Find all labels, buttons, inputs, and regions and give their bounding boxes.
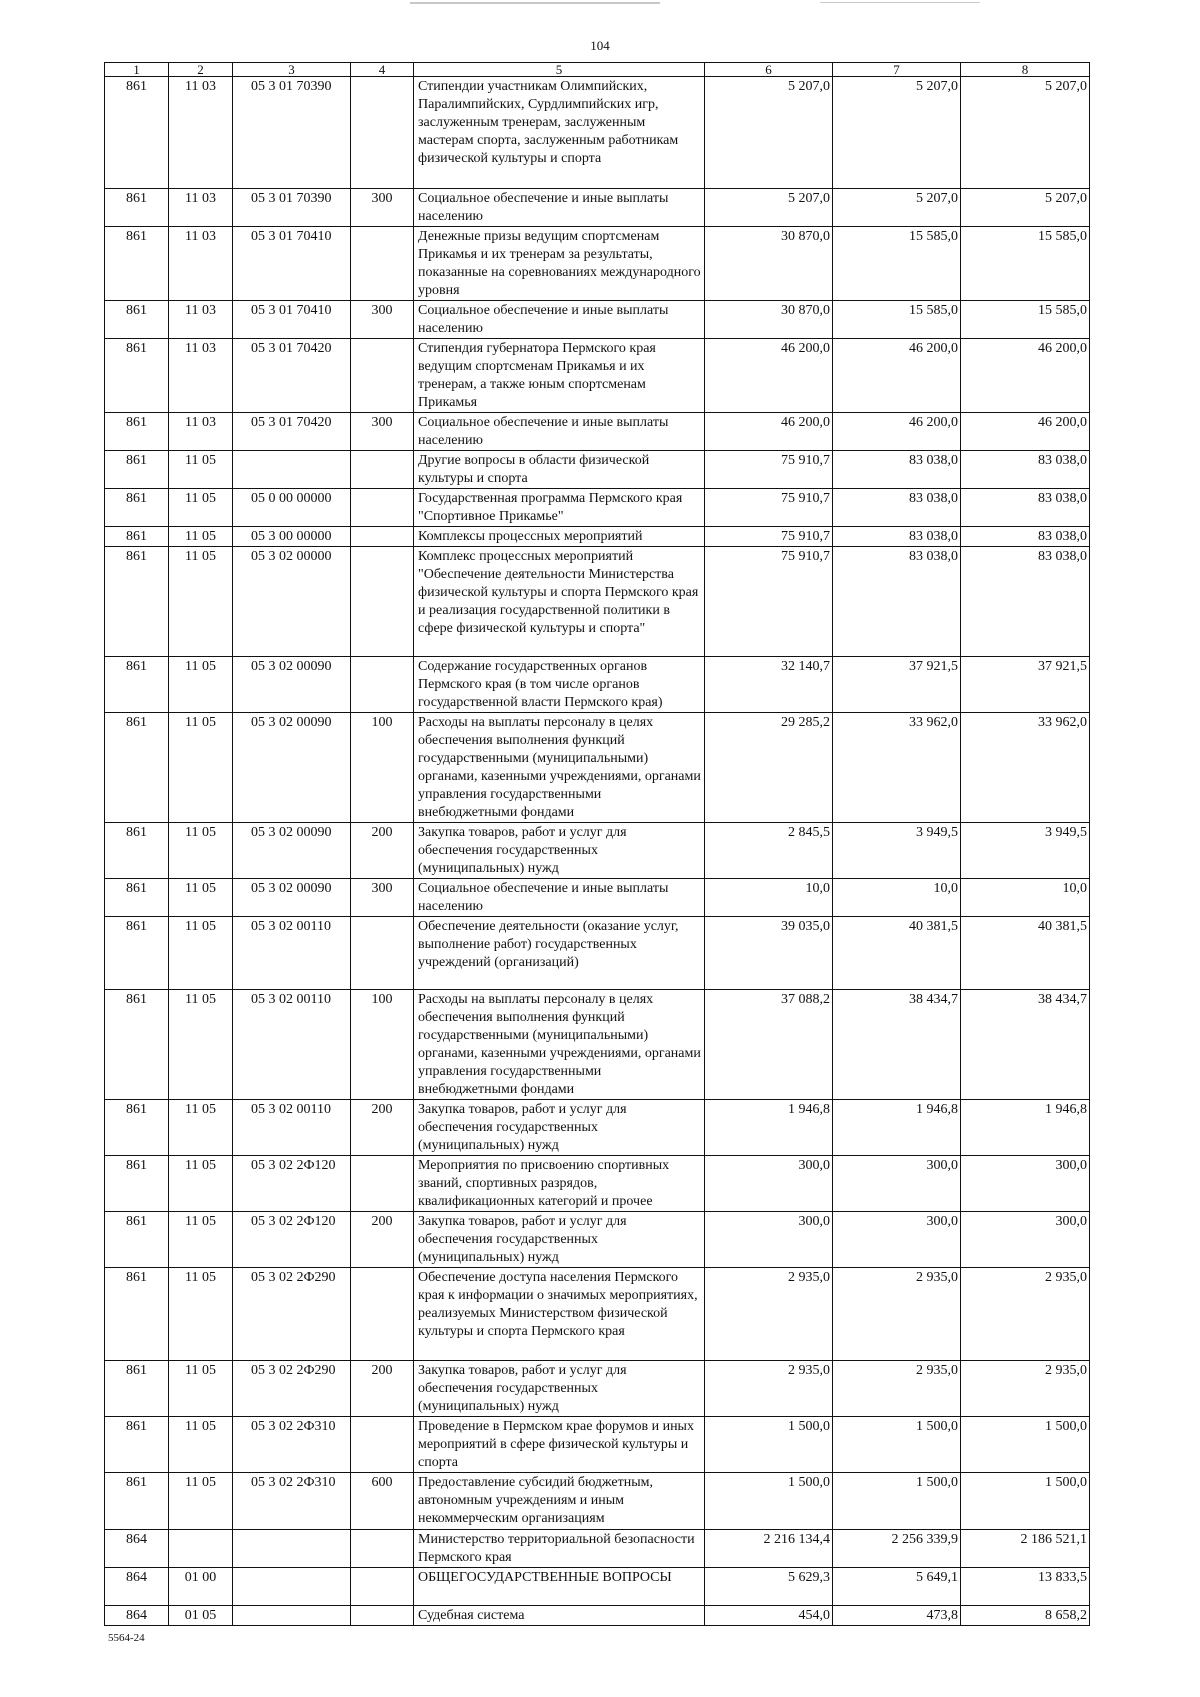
amount-col-6: 454,0 — [705, 1606, 833, 1626]
description: Стипендии участникам Олимпийских, Паралимпийских, Сурдлимпийских игр, заслуженным тренерам, заслуженным мастерам спорта, заслуженным работникам физической культуры и спорта — [414, 77, 705, 189]
section-code: 11 03 — [169, 227, 233, 301]
amount-col-6: 2 935,0 — [705, 1361, 833, 1417]
amount-col-6: 37 088,2 — [705, 990, 833, 1100]
column-number: 7 — [833, 63, 961, 77]
ministry-code: 864 — [105, 1568, 169, 1606]
budget-table — [104, 62, 1090, 1626]
section-code: 11 05 — [169, 879, 233, 917]
amount-col-8: 300,0 — [961, 1212, 1090, 1268]
table-row — [105, 713, 1090, 823]
amount-col-8: 38 434,7 — [961, 990, 1090, 1100]
section-code: 11 03 — [169, 189, 233, 227]
section-code: 11 05 — [169, 547, 233, 657]
description: Судебная система — [414, 1606, 705, 1626]
description: Социальное обеспечение и иные выплаты населению — [414, 413, 705, 451]
amount-col-6: 46 200,0 — [705, 413, 833, 451]
section-code: 11 05 — [169, 657, 233, 713]
amount-col-6: 5 207,0 — [705, 77, 833, 189]
column-number: 8 — [961, 63, 1090, 77]
section-code: 11 03 — [169, 339, 233, 413]
section-code: 11 03 — [169, 301, 233, 339]
section-code: 11 05 — [169, 1473, 233, 1530]
amount-col-7: 15 585,0 — [833, 227, 961, 301]
amount-col-7: 2 935,0 — [833, 1361, 961, 1417]
table-row — [105, 547, 1090, 657]
table-row — [105, 301, 1090, 339]
table-row — [105, 527, 1090, 547]
description: Закупка товаров, работ и услуг для обеспечения государственных (муниципальных) нужд — [414, 1100, 705, 1156]
table-row — [105, 1268, 1090, 1361]
ministry-code: 861 — [105, 879, 169, 917]
table-row — [105, 1156, 1090, 1212]
description: Другие вопросы в области физической культуры и спорта — [414, 451, 705, 489]
section-code: 11 03 — [169, 77, 233, 189]
target-article-code: 05 3 02 2Ф310 — [233, 1473, 351, 1530]
section-code: 11 05 — [169, 489, 233, 527]
section-code: 11 05 — [169, 1268, 233, 1361]
ministry-code: 861 — [105, 917, 169, 990]
amount-col-7: 46 200,0 — [833, 339, 961, 413]
ministry-code: 861 — [105, 547, 169, 657]
ministry-code: 864 — [105, 1530, 169, 1568]
amount-col-7: 3 949,5 — [833, 823, 961, 879]
target-article-code — [233, 1530, 351, 1568]
target-article-code: 05 3 02 2Ф290 — [233, 1268, 351, 1361]
description: Обеспечение доступа населения Пермского края к информации о значимых мероприятиях, реализуемых Министерством физической культуры и спорта Пермского края — [414, 1268, 705, 1361]
table-row — [105, 413, 1090, 451]
scan-artifact — [410, 2, 660, 4]
description: ОБЩЕГОСУДАРСТВЕННЫЕ ВОПРОСЫ — [414, 1568, 705, 1606]
section-code: 11 05 — [169, 451, 233, 489]
amount-col-7: 300,0 — [833, 1156, 961, 1212]
amount-col-8: 1 946,8 — [961, 1100, 1090, 1156]
target-article-code: 05 3 02 00110 — [233, 1100, 351, 1156]
amount-col-7: 83 038,0 — [833, 547, 961, 657]
page-number: 104 — [590, 38, 610, 53]
section-code: 01 00 — [169, 1568, 233, 1606]
section-code: 11 05 — [169, 527, 233, 547]
amount-col-6: 5 629,3 — [705, 1568, 833, 1606]
amount-col-7: 2 935,0 — [833, 1268, 961, 1361]
section-code — [169, 1530, 233, 1568]
amount-col-6: 1 946,8 — [705, 1100, 833, 1156]
amount-col-7: 33 962,0 — [833, 713, 961, 823]
target-article-code: 05 3 02 2Ф290 — [233, 1361, 351, 1417]
ministry-code: 861 — [105, 527, 169, 547]
target-article-code: 05 3 02 2Ф120 — [233, 1212, 351, 1268]
amount-col-8: 15 585,0 — [961, 301, 1090, 339]
column-number: 1 — [105, 63, 169, 77]
section-code: 11 03 — [169, 413, 233, 451]
amount-col-6: 46 200,0 — [705, 339, 833, 413]
table-row — [105, 1606, 1090, 1626]
amount-col-6: 300,0 — [705, 1156, 833, 1212]
ministry-code: 861 — [105, 339, 169, 413]
expense-type-code — [351, 489, 414, 527]
section-code: 11 05 — [169, 990, 233, 1100]
target-article-code: 05 3 01 70420 — [233, 413, 351, 451]
section-code: 11 05 — [169, 1361, 233, 1417]
target-article-code: 05 3 00 00000 — [233, 527, 351, 547]
target-article-code — [233, 451, 351, 489]
description: Закупка товаров, работ и услуг для обеспечения государственных (муниципальных) нужд — [414, 823, 705, 879]
description: Денежные призы ведущим спортсменам Прикамья и их тренерам за результаты, показанные на соревнованиях международного уровня — [414, 227, 705, 301]
amount-col-7: 15 585,0 — [833, 301, 961, 339]
amount-col-6: 39 035,0 — [705, 917, 833, 990]
expense-type-code: 200 — [351, 1361, 414, 1417]
amount-col-6: 75 910,7 — [705, 451, 833, 489]
amount-col-6: 32 140,7 — [705, 657, 833, 713]
amount-col-8: 3 949,5 — [961, 823, 1090, 879]
amount-col-6: 2 216 134,4 — [705, 1530, 833, 1568]
amount-col-7: 5 207,0 — [833, 77, 961, 189]
expense-type-code: 200 — [351, 1212, 414, 1268]
amount-col-8: 2 186 521,1 — [961, 1530, 1090, 1568]
target-article-code — [233, 1606, 351, 1626]
ministry-code: 861 — [105, 227, 169, 301]
amount-col-6: 10,0 — [705, 879, 833, 917]
expense-type-code: 300 — [351, 413, 414, 451]
target-article-code: 05 3 02 2Ф310 — [233, 1417, 351, 1473]
ministry-code: 861 — [105, 77, 169, 189]
expense-type-code — [351, 1417, 414, 1473]
column-number: 3 — [233, 63, 351, 77]
table-row — [105, 1212, 1090, 1268]
amount-col-6: 1 500,0 — [705, 1473, 833, 1530]
expense-type-code — [351, 227, 414, 301]
description: Мероприятия по присвоению спортивных званий, спортивных разрядов, квалификационных категорий и прочее — [414, 1156, 705, 1212]
amount-col-8: 300,0 — [961, 1156, 1090, 1212]
expense-type-code: 100 — [351, 713, 414, 823]
column-number: 4 — [351, 63, 414, 77]
ministry-code: 861 — [105, 823, 169, 879]
section-code: 11 05 — [169, 713, 233, 823]
expense-type-code — [351, 1268, 414, 1361]
table-row — [105, 917, 1090, 990]
expense-type-code — [351, 547, 414, 657]
description: Обеспечение деятельности (оказание услуг, выполнение работ) государственных учреждений (организаций) — [414, 917, 705, 990]
target-article-code: 05 3 01 70410 — [233, 227, 351, 301]
expense-type-code: 600 — [351, 1473, 414, 1530]
description: Закупка товаров, работ и услуг для обеспечения государственных (муниципальных) нужд — [414, 1361, 705, 1417]
target-article-code: 05 3 01 70420 — [233, 339, 351, 413]
ministry-code: 861 — [105, 301, 169, 339]
amount-col-7: 40 381,5 — [833, 917, 961, 990]
amount-col-6: 2 935,0 — [705, 1268, 833, 1361]
table-row — [105, 1100, 1090, 1156]
table-row — [105, 489, 1090, 527]
table-row — [105, 1417, 1090, 1473]
expense-type-code — [351, 1568, 414, 1606]
target-article-code: 05 3 01 70390 — [233, 77, 351, 189]
table-row — [105, 990, 1090, 1100]
amount-col-8: 1 500,0 — [961, 1473, 1090, 1530]
ministry-code: 861 — [105, 1100, 169, 1156]
expense-type-code — [351, 339, 414, 413]
amount-col-7: 2 256 339,9 — [833, 1530, 961, 1568]
expense-type-code — [351, 917, 414, 990]
amount-col-7: 300,0 — [833, 1212, 961, 1268]
scan-artifact — [820, 2, 980, 3]
expense-type-code: 100 — [351, 990, 414, 1100]
section-code: 11 05 — [169, 823, 233, 879]
amount-col-8: 10,0 — [961, 879, 1090, 917]
amount-col-7: 83 038,0 — [833, 489, 961, 527]
ministry-code: 861 — [105, 713, 169, 823]
target-article-code: 05 0 00 00000 — [233, 489, 351, 527]
column-number: 2 — [169, 63, 233, 77]
amount-col-7: 1 500,0 — [833, 1417, 961, 1473]
amount-col-7: 46 200,0 — [833, 413, 961, 451]
table-row — [105, 77, 1090, 189]
amount-col-7: 5 207,0 — [833, 189, 961, 227]
amount-col-8: 2 935,0 — [961, 1361, 1090, 1417]
section-code: 11 05 — [169, 1156, 233, 1212]
ministry-code: 861 — [105, 990, 169, 1100]
amount-col-8: 37 921,5 — [961, 657, 1090, 713]
expense-type-code — [351, 451, 414, 489]
amount-col-8: 1 500,0 — [961, 1417, 1090, 1473]
amount-col-7: 38 434,7 — [833, 990, 961, 1100]
table-row — [105, 879, 1090, 917]
description: Закупка товаров, работ и услуг для обеспечения государственных (муниципальных) нужд — [414, 1212, 705, 1268]
target-article-code: 05 3 02 00090 — [233, 657, 351, 713]
table-row — [105, 189, 1090, 227]
expense-type-code: 300 — [351, 189, 414, 227]
amount-col-8: 83 038,0 — [961, 451, 1090, 489]
description: Стипендия губернатора Пермского края ведущим спортсменам Прикамья и их тренерам, а также юным спортсменам Прикамья — [414, 339, 705, 413]
expense-type-code — [351, 77, 414, 189]
ministry-code: 861 — [105, 1268, 169, 1361]
expense-type-code: 300 — [351, 301, 414, 339]
table-row — [105, 1530, 1090, 1568]
target-article-code: 05 3 01 70410 — [233, 301, 351, 339]
description: Социальное обеспечение и иные выплаты населению — [414, 879, 705, 917]
ministry-code: 861 — [105, 657, 169, 713]
expense-type-code — [351, 657, 414, 713]
amount-col-6: 75 910,7 — [705, 527, 833, 547]
ministry-code: 861 — [105, 189, 169, 227]
amount-col-6: 5 207,0 — [705, 189, 833, 227]
table-row — [105, 451, 1090, 489]
description: Социальное обеспечение и иные выплаты населению — [414, 301, 705, 339]
amount-col-8: 2 935,0 — [961, 1268, 1090, 1361]
section-code: 11 05 — [169, 1417, 233, 1473]
amount-col-6: 2 845,5 — [705, 823, 833, 879]
amount-col-7: 83 038,0 — [833, 451, 961, 489]
ministry-code: 861 — [105, 1473, 169, 1530]
amount-col-8: 40 381,5 — [961, 917, 1090, 990]
section-code: 11 05 — [169, 917, 233, 990]
section-code: 01 05 — [169, 1606, 233, 1626]
amount-col-7: 473,8 — [833, 1606, 961, 1626]
target-article-code: 05 3 02 00000 — [233, 547, 351, 657]
amount-col-6: 75 910,7 — [705, 547, 833, 657]
description: Содержание государственных органов Пермского края (в том числе органов государственной власти Пермского края) — [414, 657, 705, 713]
description: Проведение в Пермском крае форумов и иных мероприятий в сфере физической культуры и спорта — [414, 1417, 705, 1473]
table-row — [105, 657, 1090, 713]
table-row — [105, 339, 1090, 413]
amount-col-8: 15 585,0 — [961, 227, 1090, 301]
ministry-code: 861 — [105, 1417, 169, 1473]
section-code: 11 05 — [169, 1100, 233, 1156]
table-row — [105, 1361, 1090, 1417]
amount-col-7: 1 946,8 — [833, 1100, 961, 1156]
ministry-code: 861 — [105, 451, 169, 489]
amount-col-7: 1 500,0 — [833, 1473, 961, 1530]
ministry-code: 861 — [105, 489, 169, 527]
expense-type-code — [351, 527, 414, 547]
description: Государственная программа Пермского края "Спортивное Прикамье" — [414, 489, 705, 527]
expense-type-code: 300 — [351, 879, 414, 917]
description: Комплекс процессных мероприятий "Обеспечение деятельности Министерства физической культуры и спорта Пермского края и реализация государственной политики в сфере физической культуры и спорта" — [414, 547, 705, 657]
description: Расходы на выплаты персоналу в целях обеспечения выполнения функций государственными (муниципальными) органами, казенными учреждениями, органами управления государственными внебюджетными фондами — [414, 990, 705, 1100]
amount-col-8: 46 200,0 — [961, 339, 1090, 413]
amount-col-8: 5 207,0 — [961, 77, 1090, 189]
target-article-code: 05 3 02 2Ф120 — [233, 1156, 351, 1212]
amount-col-8: 13 833,5 — [961, 1568, 1090, 1606]
amount-col-8: 83 038,0 — [961, 547, 1090, 657]
amount-col-7: 83 038,0 — [833, 527, 961, 547]
amount-col-8: 8 658,2 — [961, 1606, 1090, 1626]
amount-col-8: 33 962,0 — [961, 713, 1090, 823]
expense-type-code: 200 — [351, 823, 414, 879]
amount-col-7: 10,0 — [833, 879, 961, 917]
amount-col-6: 30 870,0 — [705, 301, 833, 339]
amount-col-6: 29 285,2 — [705, 713, 833, 823]
ministry-code: 864 — [105, 1606, 169, 1626]
target-article-code: 05 3 01 70390 — [233, 189, 351, 227]
amount-col-8: 46 200,0 — [961, 413, 1090, 451]
target-article-code: 05 3 02 00090 — [233, 879, 351, 917]
expense-type-code: 200 — [351, 1100, 414, 1156]
amount-col-7: 37 921,5 — [833, 657, 961, 713]
table-row — [105, 1473, 1090, 1530]
table-row — [105, 227, 1090, 301]
description: Комплексы процессных мероприятий — [414, 527, 705, 547]
target-article-code: 05 3 02 00110 — [233, 917, 351, 990]
target-article-code: 05 3 02 00110 — [233, 990, 351, 1100]
document-code: 5564-24 — [108, 1632, 145, 1644]
amount-col-8: 83 038,0 — [961, 489, 1090, 527]
amount-col-6: 75 910,7 — [705, 489, 833, 527]
amount-col-6: 30 870,0 — [705, 227, 833, 301]
target-article-code — [233, 1568, 351, 1606]
section-code: 11 05 — [169, 1212, 233, 1268]
ministry-code: 861 — [105, 1361, 169, 1417]
table-row — [105, 1568, 1090, 1606]
amount-col-6: 1 500,0 — [705, 1417, 833, 1473]
ministry-code: 861 — [105, 1156, 169, 1212]
table-row — [105, 823, 1090, 879]
target-article-code: 05 3 02 00090 — [233, 823, 351, 879]
column-number-row — [105, 63, 1090, 77]
expense-type-code — [351, 1606, 414, 1626]
amount-col-6: 300,0 — [705, 1212, 833, 1268]
column-number: 5 — [414, 63, 705, 77]
ministry-code: 861 — [105, 1212, 169, 1268]
amount-col-8: 83 038,0 — [961, 527, 1090, 547]
ministry-code: 861 — [105, 413, 169, 451]
amount-col-8: 5 207,0 — [961, 189, 1090, 227]
expense-type-code — [351, 1530, 414, 1568]
amount-col-7: 5 649,1 — [833, 1568, 961, 1606]
column-number: 6 — [705, 63, 833, 77]
expense-type-code — [351, 1156, 414, 1212]
target-article-code: 05 3 02 00090 — [233, 713, 351, 823]
description: Министерство территориальной безопасности Пермского края — [414, 1530, 705, 1568]
description: Расходы на выплаты персоналу в целях обеспечения выполнения функций государственными (муниципальными) органами, казенными учреждениями, органами управления государственными внебюджетными фондами — [414, 713, 705, 823]
description: Предоставление субсидий бюджетным, автономным учреждениям и иным некоммерческим организациям — [414, 1473, 705, 1530]
description: Социальное обеспечение и иные выплаты населению — [414, 189, 705, 227]
